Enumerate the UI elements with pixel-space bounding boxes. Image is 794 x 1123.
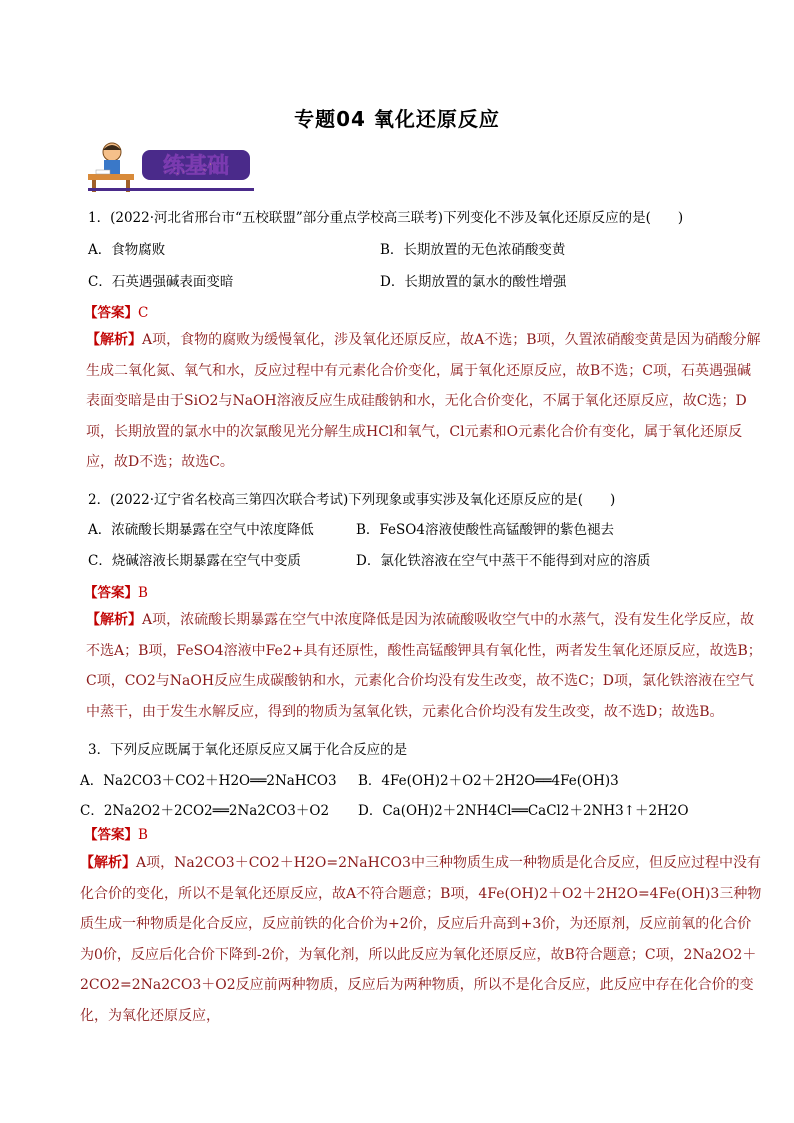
answer-tag: 【答案】 — [84, 305, 138, 321]
q3-option-c: C．2Na2O2＋2CO2══2Na2CO3＋O2 — [80, 803, 330, 819]
q3-option-d: D．Ca(OH)2＋2NH4Cl══CaCl2＋2NH3↑＋2H2O — [358, 803, 689, 819]
q2-option-a: A．浓硫酸长期暴露在空气中浓度降低 — [88, 522, 314, 538]
q2-explanation: 【解析】A项，浓硫酸长期暴露在空气中浓度降低是因为浓硫酸吸收空气中的水蒸气，没有发生化学反应，故不选A；B项，FeSO4溶液中Fe2+具有还原性，酸性高锰酸钾具有氧化性，两者发生氧化还原反应，故选B；C项，CO2与NaOH反应生成碳酸钠和水，元素化合价均没有发生改变，故不选C；D项，氯化铁溶液在空气中蒸干，由于发生水解反应，得到的物质为氢氧化铁，元素化合价均没有发生改变，故不选D；故选B。 — [86, 612, 762, 720]
q3-explanation-text: A项，Na2CO3＋CO2＋H2O=2NaHCO3中三种物质生成一种物质是化合反应，但反应过程中没有化合价的变化，所以不是氧化还原反应，故A不符合题意；B项，4Fe(OH)2＋O2＋2H2O=4Fe(OH)3三种物质生成一种物质是化合反应，反应前铁的化合价为+2价，反应后升高到+3价，为还原剂，反应前氧的化合价为0价，反应后化合价下降到-2价，为氧化剂，所以此反应为氧化还原反应，故B符合题意；C项，2Na2O2＋2CO2=2Na2CO3＋O2反应前两种物质，反应后为两种物质，所以不是化合反应，此反应中存在化合价的变化，为氧化还原反应， — [80, 855, 762, 1024]
q2-stem: 2．(2022·辽宁省名校高三第四次联合考试)下列现象或事实涉及氧化还原反应的是( ) — [88, 492, 616, 508]
q3-answer-value: B — [138, 827, 148, 843]
banner-text: 练基础 — [162, 154, 230, 179]
q1-option-d: D．长期放置的氯水的酸性增强 — [380, 274, 567, 290]
q3-answer: 【答案】B — [84, 827, 148, 843]
q1-explanation-text: A项，食物的腐败为缓慢氧化，涉及氧化还原反应，故A不选；B项，久置浓硝酸变黄是因为硝酸分解生成二氧化氮、氧气和水，反应过程中有元素化合价变化，属于氧化还原反应，故B不选；C项，石英遇强碱表面变暗是由于SiO2与NaOH溶液反应生成硅酸钠和水，无化合价变化，不属于氧化还原反应，故C选；D项，长期放置的氯水中的次氯酸见光分解生成HCl和氧气，Cl元素和O元素化合价有变化，属于氧化还原反应，故D不选；故选C。 — [86, 332, 761, 470]
q1-answer — [84, 301, 148, 321]
q3-option-a: A．Na2CO3＋CO2＋H2O══2NaHCO3 — [80, 773, 337, 789]
practice-basics-banner — [86, 138, 256, 194]
q3-stem: 3．下列反应既属于氧化还原反应又属于化合反应的是 — [88, 742, 408, 758]
q3-explanation: 【解析】A项，Na2CO3＋CO2＋H2O=2NaHCO3中三种物质生成一种物质是化合反应，但反应过程中没有化合价的变化，所以不是氧化还原反应，故A不符合题意；B项，4Fe(OH)2＋O2＋2H2O=4Fe(OH)3三种物质生成一种物质是化合反应，反应前铁的化合价为+2价，反应后升高到+3价，为还原剂，反应前氧的化合价为0价，反应后化合价下降到-2价，为氧化剂，所以此反应为氧化还原反应，故B符合题意；C项，2Na2O2＋2CO2=2Na2CO3＋O2反应前两种物质，反应后为两种物质，所以不是化合反应，此反应中存在化合价的变化，为氧化还原反应， — [80, 855, 762, 1024]
q1-stem: 1．(2022·河北省邢台市“五校联盟”部分重点学校高三联考)下列变化不涉及氧化还原反应的是( ) — [88, 210, 684, 226]
q1-option-c: C．石英遇强碱表面变暗 — [88, 274, 234, 290]
q2-option-d: D．氯化铁溶液在空气中蒸干不能得到对应的溶质 — [356, 553, 651, 569]
q2-option-c: C．烧碱溶液长期暴露在空气中变质 — [88, 553, 301, 569]
q1-option-a: A．食物腐败 — [88, 242, 166, 258]
q1-option-b: B．长期放置的无色浓硝酸变黄 — [380, 242, 566, 258]
q2-answer: 【答案】B — [84, 585, 148, 601]
page-title: 专题04 氧化还原反应 — [294, 107, 500, 131]
q1-answer-value: C — [138, 305, 149, 321]
q3-option-b: B．4Fe(OH)2＋O2＋2H2O══4Fe(OH)3 — [358, 773, 619, 789]
q2-answer-value: B — [138, 585, 148, 601]
q2-option-b: B．FeSO4溶液使酸性高锰酸钾的紫色褪去 — [356, 522, 614, 538]
q2-explanation-text: A项，浓硫酸长期暴露在空气中浓度降低是因为浓硫酸吸收空气中的水蒸气，没有发生化学反应，故不选A；B项，FeSO4溶液中Fe2+具有还原性，酸性高锰酸钾具有氧化性，两者发生氧化还原反应，故选B；C项，CO2与NaOH反应生成碳酸钠和水，元素化合价均没有发生改变，故不选C；D项，氯化铁溶液在空气中蒸干，由于发生水解反应，得到的物质为氢氧化铁，元素化合价均没有发生改变，故不选D；故选B。 — [86, 612, 762, 720]
explain-tag: 【解析】 — [86, 332, 142, 348]
q1-explanation — [86, 325, 762, 478]
